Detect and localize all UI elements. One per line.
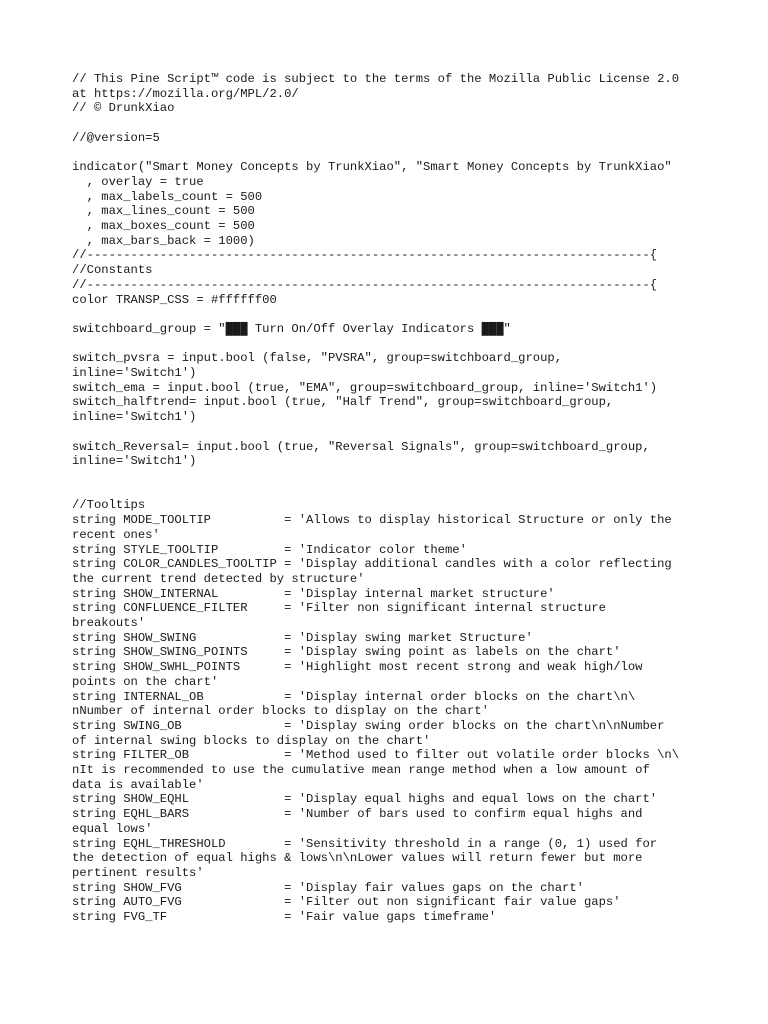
code-line: switch_pvsra = input.bool (false, "PVSRA", group=switchboard_group, [72,351,563,366]
code-line: string SHOW_SWING = 'Display swing market Structure' [72,630,533,645]
code-line: , max_lines_count = 500 [72,204,255,219]
code-line: //-----------------------------------------------------------------------------{ [72,248,658,263]
code-line: string SHOW_SWHL_POINTS = 'Highlight most recent strong and weak high/low [72,660,643,675]
code-line: string SHOW_FVG = 'Display fair values gaps on the chart' [72,880,584,895]
code-line: points on the chart' [72,674,219,689]
code-line: string MODE_TOOLTIP = 'Allows to display historical Structure or only the [72,513,672,528]
code-line: inline='Switch1') [72,366,197,381]
code-line: //@version=5 [72,130,160,145]
code-line: , max_boxes_count = 500 [72,219,255,234]
code-line: //Tooltips [72,498,146,513]
code-line: , max_labels_count = 500 [72,189,263,204]
code-line: at https://mozilla.org/MPL/2.0/ [72,86,299,101]
code-line: , max_bars_back = 1000) [72,233,255,248]
code-line: equal lows' [72,821,153,836]
code-line: switch_Reversal= input.bool (true, "Reversal Signals", group=switchboard_group, [72,439,650,454]
code-line: indicator("Smart Money Concepts by TrunkXiao", "Smart Money Concepts by TrunkXiao" [72,160,672,175]
code-line: color TRANSP_CSS = #ffffff00 [72,292,277,307]
code-line: data is available' [72,777,204,792]
code-line: string EQHL_THRESHOLD = 'Sensitivity threshold in a range (0, 1) used for [72,836,658,851]
code-line: the current trend detected by structure' [72,571,365,586]
code-line: switch_ema = input.bool (true, "EMA", group=switchboard_group, inline='Switch1') [72,380,658,395]
code-line: recent ones' [72,527,160,542]
code-line: //Constants [72,263,153,278]
code-line: switch_halftrend= input.bool (true, "Half Trend", group=switchboard_group, [72,395,614,410]
code-line: switchboard_group = "███ Turn On/Off Overlay Indicators ███" [72,321,511,336]
code-line: inline='Switch1') [72,454,197,469]
document-page [72,72,712,925]
code-line: the detection of equal highs & lows\n\nLower values will return fewer but more [72,851,643,866]
code-line: string SHOW_EQHL = 'Display equal highs and equal lows on the chart' [72,792,658,807]
code-line: string EQHL_BARS = 'Number of bars used to confirm equal highs and [72,807,643,822]
code-line: string COLOR_CANDLES_TOOLTIP = 'Display additional candles with a color reflecting [72,557,672,572]
code-line: string SHOW_INTERNAL = 'Display internal market structure' [72,586,555,601]
code-line: nNumber of internal order blocks to display on the chart' [72,704,489,719]
code-line: string FVG_TF = 'Fair value gaps timeframe' [72,910,497,925]
code-line: string CONFLUENCE_FILTER = 'Filter non significant internal structure [72,601,606,616]
code-line: string INTERNAL_OB = 'Display internal order blocks on the chart\n\ [72,689,636,704]
code-line: string SHOW_SWING_POINTS = 'Display swing point as labels on the chart' [72,645,621,660]
code-line: , overlay = true [72,174,204,189]
code-line: nIt is recommended to use the cumulative mean range method when a low amount of [72,763,650,778]
code-block [72,72,712,925]
code-line: inline='Switch1') [72,410,197,425]
code-line: string STYLE_TOOLTIP = 'Indicator color theme' [72,542,467,557]
code-line: //-----------------------------------------------------------------------------{ [72,277,658,292]
code-line: string AUTO_FVG = 'Filter out non significant fair value gaps' [72,895,621,910]
code-line: string SWING_OB = 'Display swing order blocks on the chart\n\nNumber [72,718,665,733]
code-line: // This Pine Script™ code is subject to the terms of the Mozilla Public License 2.0 [72,72,680,86]
code-line: // © DrunkXiao [72,101,175,116]
code-line: of internal swing blocks to display on the chart' [72,733,431,748]
code-line: pertinent results' [72,865,204,880]
code-line: breakouts' [72,616,146,631]
code-line: string FILTER_OB = 'Method used to filter out volatile order blocks \n\ [72,748,680,763]
